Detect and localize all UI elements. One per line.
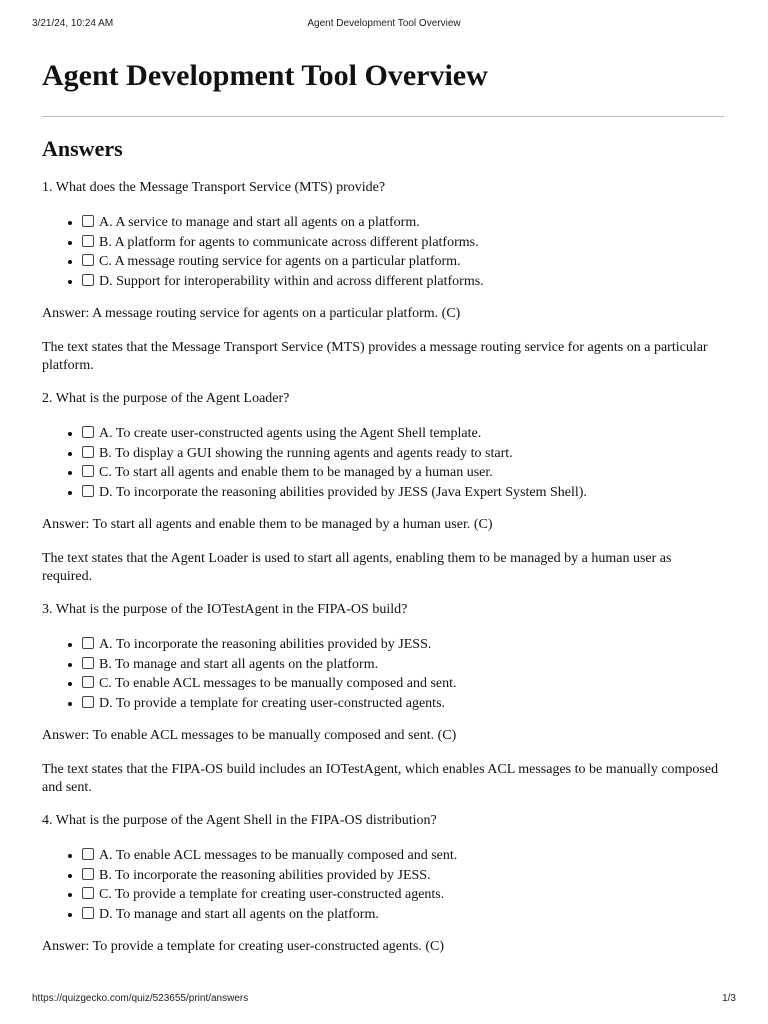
checkbox-icon[interactable] [82,485,94,497]
options-list [42,635,724,713]
checkbox-icon[interactable] [82,446,94,458]
answer-text: Answer: To start all agents and enable them to be managed by a human user. (C) [42,517,493,532]
checkbox-icon[interactable] [82,426,94,438]
page-title: Agent Development Tool Overview [42,59,488,92]
checkbox-icon[interactable] [82,868,94,880]
answer-text: Answer: To enable ACL messages to be manually composed and sent. (C) [42,728,457,743]
option-item[interactable] [82,885,724,905]
option-label: C. To start all agents and enable them to be managed by a human user. [99,465,493,480]
option-item[interactable] [82,252,724,272]
answer-text: Answer: A message routing service for agents on a particular platform. (C) [42,306,461,321]
print-doc-title: Agent Development Tool Overview [307,18,461,29]
checkbox-icon[interactable] [82,887,94,899]
option-item[interactable] [82,635,724,655]
option-label: C. To enable ACL messages to be manually composed and sent. [99,676,457,691]
page-number: 1/3 [722,993,736,1004]
checkbox-icon[interactable] [82,465,94,477]
checkbox-icon[interactable] [82,696,94,708]
explanation-text: The text states that the Message Transport Service (MTS) provides a message routing service for agents on a particular platform. [42,340,708,373]
question-text: 1. What does the Message Transport Service (MTS) provide? [42,180,386,195]
option-label: B. A platform for agents to communicate across different platforms. [99,234,479,250]
option-label: B. To manage and start all agents on the platform. [99,656,379,672]
question-text: 2. What is the purpose of the Agent Loader? [42,391,290,406]
page-content [42,52,724,972]
option-label: A. To incorporate the reasoning abilities provided by JESS. [99,637,432,652]
option-label: B. To incorporate the reasoning abilities provided by JESS. [99,867,431,883]
option-item[interactable] [82,213,724,233]
section-title: Answers [42,136,123,161]
checkbox-icon[interactable] [82,848,94,860]
checkbox-icon[interactable] [82,215,94,227]
options-list [42,213,724,291]
explanation-text: The text states that the Agent Loader is used to start all agents, enabling them to be managed by a human user as required. [42,551,672,584]
checkbox-icon[interactable] [82,676,94,688]
title-divider [42,116,724,117]
option-label: D. Support for interoperability within and across different platforms. [99,273,484,289]
option-item[interactable] [82,655,724,675]
explanation-text: The text states that the FIPA-OS build includes an IOTestAgent, which enables ACL messages to be manually composed and sent. [42,762,719,795]
option-label: C. To provide a template for creating user-constructed agents. [99,887,445,902]
option-label: A. A service to manage and start all agents on a platform. [99,215,420,230]
checkbox-icon[interactable] [82,235,94,247]
print-url[interactable]: https://quizgecko.com/quiz/523655/print/answers [32,993,249,1004]
option-item[interactable] [82,483,724,503]
print-datetime: 3/21/24, 10:24 AM [32,18,114,29]
option-item[interactable] [82,424,724,444]
option-label: B. To display a GUI showing the running agents and agents ready to start. [99,445,513,461]
checkbox-icon[interactable] [82,637,94,649]
checkbox-icon[interactable] [82,657,94,669]
options-list [42,424,724,502]
option-item[interactable] [82,866,724,886]
option-item[interactable] [82,846,724,866]
question-block-3 [42,601,724,796]
question-block-1 [42,179,724,374]
option-label: A. To enable ACL messages to be manually composed and sent. [99,848,458,863]
print-footer [32,993,736,1007]
option-item[interactable] [82,463,724,483]
option-label: A. To create user-constructed agents using the Agent Shell template. [99,426,482,441]
option-item[interactable] [82,444,724,464]
option-item[interactable] [82,233,724,253]
option-label: D. To manage and start all agents on the platform. [99,906,379,922]
question-block-2 [42,390,724,585]
answer-text: Answer: To provide a template for creating user-constructed agents. (C) [42,939,445,954]
option-item[interactable] [82,674,724,694]
checkbox-icon[interactable] [82,254,94,266]
print-header [32,18,736,32]
option-label: C. A message routing service for agents on a particular platform. [99,254,461,269]
option-label: D. To incorporate the reasoning abilities provided by JESS (Java Expert System Shell). [99,484,587,500]
option-item[interactable] [82,272,724,292]
question-block-4 [42,812,724,956]
option-item[interactable] [82,905,724,925]
checkbox-icon[interactable] [82,907,94,919]
option-label: D. To provide a template for creating user-constructed agents. [99,695,446,711]
options-list [42,846,724,924]
question-text: 3. What is the purpose of the IOTestAgent in the FIPA-OS build? [42,602,408,617]
question-text: 4. What is the purpose of the Agent Shell in the FIPA-OS distribution? [42,813,437,828]
option-item[interactable] [82,694,724,714]
checkbox-icon[interactable] [82,274,94,286]
